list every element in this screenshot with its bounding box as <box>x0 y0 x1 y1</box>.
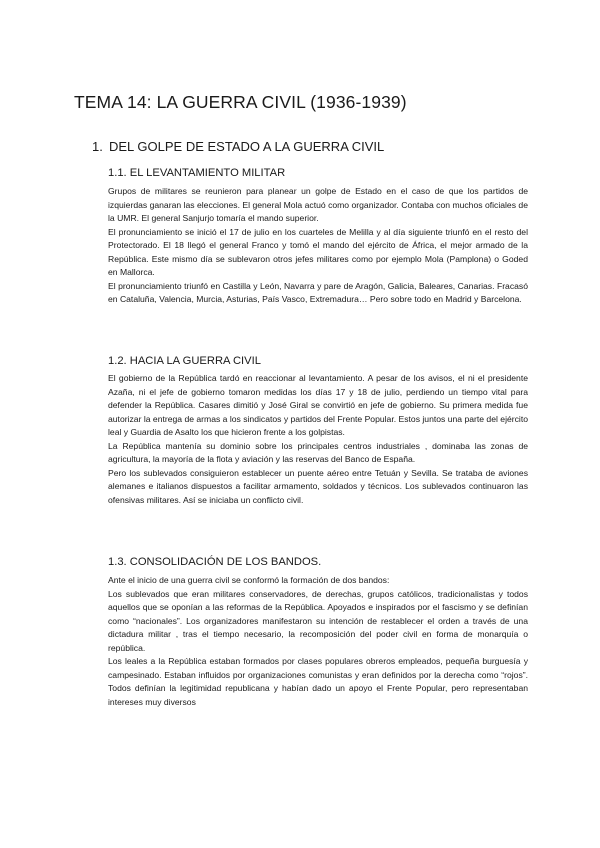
section-number: 1. <box>92 139 103 154</box>
subsection-body-1-1 <box>108 185 528 307</box>
section-heading-text: DEL GOLPE DE ESTADO A LA GUERRA CIVIL <box>109 139 385 154</box>
paragraph: La República mantenía su dominio sobre los principales centros industriales , dominaba las zonas de agricultura, la mayoría de la flota y aviación y las reservas del Banco de España. <box>108 440 528 464</box>
paragraph: El pronunciamiento triunfó en Castilla y León, Navarra y pare de Aragón, Galicia, Baleares, Canarias. Fracasó en Cataluña, Valencia, Murcia, Asturias, País Vasco, Extremadura… Pero sobre todo en Madrid y Barcelona. <box>108 280 528 304</box>
paragraph: Los leales a la República estaban formados por clases populares obreros empleados, pequeña burguesía y campesinado. Estaban influidos por organizaciones comunistas y eran definidos por la derecha como “rojos”. Todos definían la legitimidad republicana y habían dado un apoyo el Frente Popular, pero representaban intereses muy diversos <box>108 656 528 707</box>
subsection-body-1-3 <box>108 574 528 709</box>
paragraph: Pero los sublevados consiguieron establecer un puente aéreo entre Tetuán y Sevilla. Se trataba de aviones alemanes e italianos dispuestos a facilitar armamento, soldados y técnicos. Los sublevados continuaron las ofensivas militares. Así se iniciaba un conflicto civil. <box>108 467 528 505</box>
subsection-heading-1-1: 1.1. EL LEVANTAMIENTO MILITAR <box>108 167 286 179</box>
document-title: TEMA 14: LA GUERRA CIVIL (1936-1939) <box>74 92 407 112</box>
paragraph: Grupos de militares se reunieron para planear un golpe de Estado en el caso de que los partidos de izquierdas ganaran las elecciones. El general Mola actuó como organizador. Contaba con muchos oficiales de la UMR. El general Sanjurjo tomaría el mando superior. <box>108 186 528 223</box>
paragraph: Los sublevados que eran militares conservadores, de derechas, grupos católicos, tradicionalistas y todos aquellos que se oponían a las reformas de la República. Apoyados e inspirados por el fascismo y se definían como “nacionales”. Los organizadores manifestaron su intención de restablecer el orden a través de una dictadura militar , tras el tiempo necesario, la recomposición del poder civil en forma de monarquía o república. <box>108 588 528 653</box>
paragraph: Ante el inicio de una guerra civil se conformó la formación de dos bandos: <box>108 575 390 585</box>
paragraph: El gobierno de la República tardó en reaccionar al levantamiento. A pesar de los avisos, el ni el presidente Azaña, ni el jefe de gobierno tomaron medidas los días 17 y 18 de julio, perdiendo un tiempo vital para defender la República. Casares dimitió y José Giral se convirtió en jefe de gobierno. Su primera medida fue autorizar la entrega de armas a los sindicatos y partidos del Frente Popular. Estos juntos una parte del ejército leal y Guardia de Asalto los que hicieron frente a los golpistas. <box>108 373 528 437</box>
section-heading <box>92 139 384 154</box>
subsection-body-1-2 <box>108 372 528 507</box>
paragraph: El pronunciamiento se inició el 17 de julio en los cuarteles de Melilla y al día siguiente triunfó en el resto del Protectorado. El 18 llegó el general Franco y tomó el mando del ejército de África, el mejor armado de la República. Este mismo día se sublevaron otros jefes militares como por ejemplo Mola (Pamplona) o Goded en Mallorca. <box>108 226 528 277</box>
subsection-heading-1-2: 1.2. HACIA LA GUERRA CIVIL <box>108 355 261 367</box>
subsection-heading-1-3: 1.3. CONSOLIDACIÓN DE LOS BANDOS. <box>108 556 322 568</box>
